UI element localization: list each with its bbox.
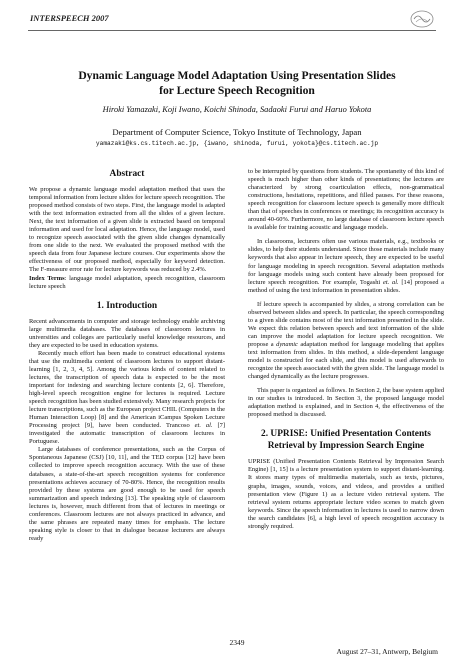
intro-p2-text: Recently much effort has been made to construct educational systems that use the multimedia content of classroom lectures to support distant-learning [1, 2, 3, 4, 5]. Among the various kinds of content related to lectures, the transcription of speech data is expected to be the most important for indexing and searching lecture contents [2, 6]. Therefore, high-level speech recognition engine for lectures is required. Lecture speech recognition has been studied extensively. Many research projects for lecture transcriptions, such as the European project CHIL (Computers in the Human Interaction Loop) [8] and the American iCampus Spoken Lecture Processing project [9], have been conducted. Trancoso <box>29 349 225 430</box>
section2-heading-line1: 2. UPRISE: Unified Presentation Contents <box>261 429 431 440</box>
section2-paragraph: UPRISE (Unified Presentation Contents Retrieval by Impression Search Engine) [1, 15] is a lecture presentation system to support distant-learning. It stores many types of multimedia materials, such as texts, pictures, graphs, images, sounds, voices, and videos, and provides a unified presentation view (Figure 1) as a lecture video retrieval system. The retrieval system returns appropriate lecture video scenes to match given keywords. Since the speech information in lectures is used to narrow down the search candidates [6], a high level of speech recognition accuracy is strongly required. <box>248 458 444 530</box>
index-terms-label: Index Terms <box>29 274 65 282</box>
right-paragraph-1: to be interrupted by questions from students. The spontaneity of this kind of speech is much higher than other kinds of presentations; the lectures are characterized by strong coarticulation effects, non-grammatical constructions, hesitations, repetitions, and filled pauses. For these reasons, speech recognition for classroom lecture speech is generally more difficult than that of speeches in conferences or meetings; its recognition accuracy is around 40-60%. Furthermore, no large database of classroom lecture speech is available for training acoustic and language models. <box>248 168 444 232</box>
index-terms-text: : language model adaptation, speech recognition, classroom lecture speech <box>29 274 225 290</box>
conference-name: INTERSPEECH 2007 <box>30 13 109 23</box>
interspeech-logo-icon <box>410 10 434 28</box>
paper-title-line1: Dynamic Language Model Adaptation Using Presentation Slides <box>78 69 396 82</box>
index-terms <box>29 275 225 291</box>
page-number: 2349 <box>229 638 245 647</box>
paper-affiliation: Department of Computer Science, Tokyo Institute of Technology, Japan <box>112 127 362 137</box>
intro-p2-end: [7] investigated the automatic transcription of classroom lectures in Portuguese. <box>29 422 226 446</box>
section2-heading-line2: Retrieval by Impression Search Engine <box>267 441 425 452</box>
intro-paragraph-1: Recent advancements in computer and storage technology enable archiving large multimedia databases. The databases of classroom lectures in universities and colleges are particularly useful knowledge resources, and they are expected to be used in education systems. <box>29 317 225 349</box>
left-column <box>29 168 225 543</box>
intro-paragraph-3: Large databases of conference presentations, such as the Corpus of Spontaneous Japanese (CSJ) [10, 11], and the TED corpus [12] have been collected to improve speech recognition accuracy. With the use of these databases, a state-of-the-art speech recognition systems for conference presentations achieves accuracy of 70-80%. Hence, the recognition results provided by these systems are good enough to be used for speech summarization and speech indexing [13]. The speaking style of classroom lectures is, however, much different from that of lectures in meetings or conferences. Classroom lectures are not always practiced in advance, and the same phrases are repeated many times for emphasis. The lecture speaking style is closer to that in dialogue because lecturers are always ready <box>29 446 225 542</box>
right-p2-em: et. al. <box>382 278 399 286</box>
right-paragraph-3 <box>248 301 444 381</box>
right-paragraph-2 <box>248 238 444 294</box>
right-p3-em: dynamic <box>276 340 298 348</box>
paper-authors: Hiroki Yamazaki, Koji Iwano, Koichi Shinoda, Sadaoki Furui and Haruo Yokota <box>102 105 372 114</box>
right-p2-text: In classrooms, lecturers often use various materials, e.g., textbooks or slides, to help their students understand. Since those materials include many keywords that also appear in lecture speech, they are expected to be useful for language modeling in speech recognition. Several adaptation methods for language models using such content have already been proposed for lecture speech recognition. For example, Togashi <box>248 238 444 286</box>
right-p3-end: adaptation method for language modeling that applies text information from slides. In this method, a slide-dependent language model is constructed for each slide, and this model is used afterwards to recognize the speech associated with the given slide. The language model is changed dynamically as the lecture progresses. <box>248 340 444 381</box>
paper-title-line2: for Lecture Speech Recognition <box>159 84 315 97</box>
abstract-heading: Abstract <box>109 169 145 179</box>
intro-p2-em: et. al. <box>194 422 213 430</box>
right-p3-text: If lecture speech is accompanied by slides, a strong correlation can be observed between slides and speech. In particular, the speech corresponding to a given slide contains most of the text information presented in the slide. We expect this relation between speech and text information of the slide can improve the model adaptation for lecture speech recognition. We propose a <box>248 300 444 348</box>
right-column <box>248 168 444 531</box>
intro-paragraph-2 <box>29 350 225 447</box>
introduction-heading: 1. Introduction <box>96 300 158 311</box>
footer-conference-info: August 27–31, Antwerp, Belgium <box>336 647 438 656</box>
abstract-section <box>29 186 225 291</box>
right-paragraph-4: This paper is organized as follows. In Section 2, the base system applied in our studies is introduced. In Section 3, the proposed language model adaptation method is explained, and in Section 4, the effectiveness of the proposed method is discussed. <box>248 387 444 419</box>
paper-emails: yamazaki@ks.cs.titech.ac.jp, {iwano, shinoda, furui, yokota}@cs.titech.ac.jp <box>95 140 379 147</box>
header-divider <box>28 30 436 31</box>
section2-heading <box>248 428 444 452</box>
paper-title <box>0 68 474 98</box>
right-p2-end: [14] proposed a method of using the text information in presentation slides. <box>248 278 445 294</box>
abstract-text: We propose a dynamic language model adaptation method that uses the temporal information from lecture slides for lecture speech recognition. The proposed method consists of two steps. First, the language model is adapted with the text information extracted from all the slides of a given lecture. Next, the text information of a given slide is extracted based on temporal information and used for local adaptation. Hence, the language model, used to recognize speech associated with the given slide changes dynamically from one slide to the next. We evaluated the proposed method with the speech data from four Japanese lecture courses. Our experiments show the effectiveness of our proposed method, especially for keyword detection. The F-measure error rate for lecture keywords was reduced by 2.4%. <box>29 186 225 274</box>
